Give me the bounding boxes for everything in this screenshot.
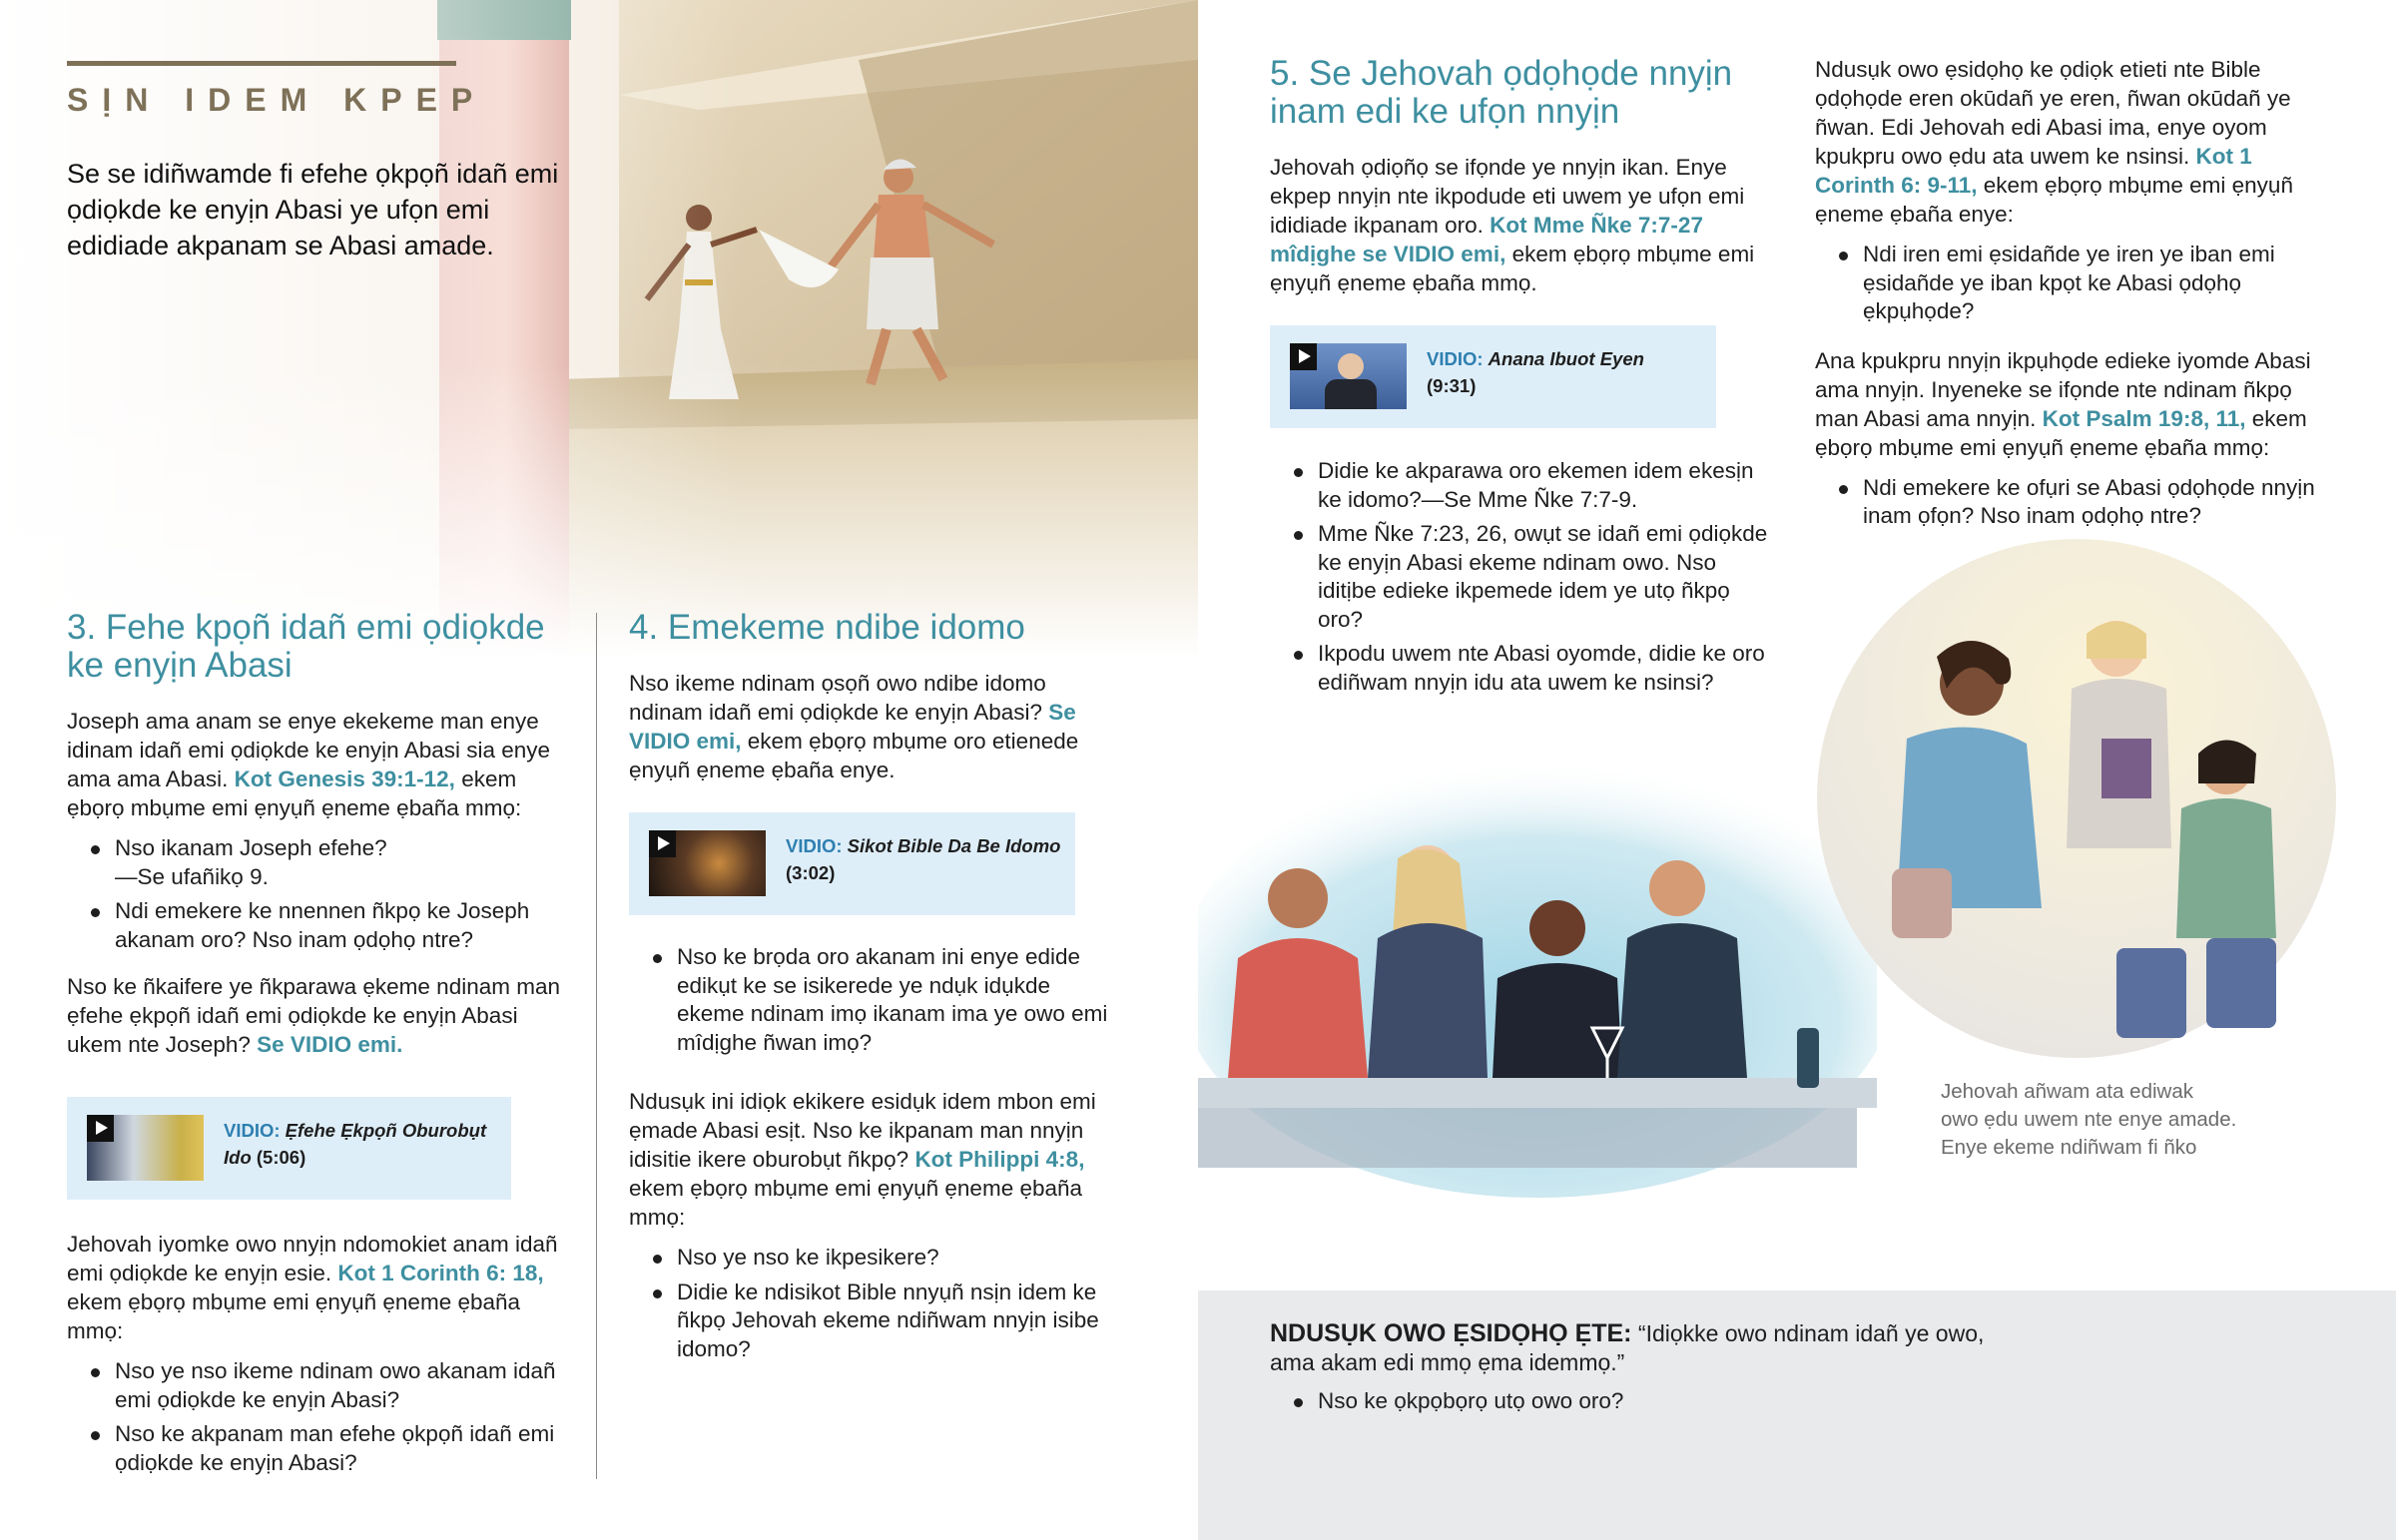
scripture-link-genesis[interactable]: Kot Genesis 39:1-12, <box>234 767 455 791</box>
section-3 <box>67 609 566 1059</box>
play-icon[interactable] <box>649 830 676 857</box>
scripture-link-1-corinth[interactable]: Kot 1 Corinth 6: 18, <box>337 1261 544 1285</box>
question-item: Ndi emekere ke nnennen ñkpọ ke Joseph akanam oro? Nso inam ọdọhọ ntre? <box>67 897 566 954</box>
video-duration: (9:31) <box>1427 375 1477 396</box>
section-4 <box>629 609 1118 784</box>
video-duration: (5:06) <box>256 1147 306 1168</box>
section-3-para-3: Jehovah iyomke owo nnyịn ndomokiet anam idañ emi ọdiọkde ke enyịn esie. Kot 1 Corinth 6: 18, ekem ẹbọrọ mbụme emi ẹnyụñ ẹneme ẹbaña mmọ: <box>67 1232 558 1343</box>
video-card-3[interactable]: VIDIO: Anana Ibuot Eyen (9:31) <box>1270 325 1716 428</box>
question-item: Didie ke ndisikot Bible nnyụñ nsịn idem ke ñkpọ Jehovah ekeme ndiñwam nnyịn isibe idomo? <box>629 1279 1118 1364</box>
video-link[interactable]: Se VIDIO emi, <box>629 700 1076 754</box>
intro-text: Se se idiñwamde fi efehe ọkpọñ idañ emi ọdiọkde ke enyịn Abasi ye ufọn emi edidiade akpanam se Abasi amade. <box>67 159 559 260</box>
question-item: Nso ye nso ikeme ndinam owo akanam idañ emi ọdiọkde ke enyịn Abasi? <box>67 1357 566 1414</box>
video-thumbnail <box>649 830 766 896</box>
question-item: Mme Ñke 7:23, 26, owụt se idañ emi ọdiọkde ke enyịn Abasi ekeme ndinam owo. Nso iditịbe edieke ikpemede idem ye utọ ñkpọ oro? <box>1270 520 1779 634</box>
question-item: Ikpodu uwem nte Abasi oyomde, didie ke oro ediñwam nnyịn idu ata uwem ke nsinsi? <box>1270 640 1779 697</box>
video-title: Ẹfehe Ẹkpọñ Oburobụt Ido <box>224 1120 487 1168</box>
question-item: Ndi iren emi ẹsidañde ye iren ye iban emi ẹsidañde ye iban kpọt ke Abasi ọdọhọ ẹkpụhọde? <box>1815 241 2334 326</box>
right-questions-1 <box>1815 241 2334 326</box>
play-icon[interactable] <box>1290 343 1317 370</box>
video-link[interactable]: Se VIDIO emi. <box>257 1032 403 1057</box>
section-4-questions-1 <box>629 943 1118 1057</box>
video-thumbnail <box>1290 343 1407 409</box>
right-column <box>1815 55 2334 537</box>
scripture-link-mme-nke[interactable]: Kot Mme Ñke 7:7-27 mîdịghe se VIDIO emi, <box>1270 213 1703 266</box>
scripture-link-psalm[interactable]: Kot Psalm 19:8, 11, <box>2042 405 2246 431</box>
video-card-1[interactable]: VIDIO: Ẹfehe Ẹkpọñ Oburobụt Ido (5:06) <box>67 1097 511 1200</box>
question-item: Didie ke akparawa oro ekemen idem ekesịn ke idomo?—Se Mme Ñke 7:7-9. <box>1270 457 1779 514</box>
question-item: Nso ikanam Joseph efehe? —Se ufañikọ 9. <box>67 834 566 891</box>
bottom-questions <box>1270 1387 2029 1416</box>
section-3-para-1: Joseph ama anam se enye ekekeme man enye idinam idañ emi ọdiọkde ke enyịn Abasi sia enye ama ama Abasi. Kot Genesis 39:1-12, ekem ẹbọrọ mbụme emi ẹnyụñ ẹneme ẹbaña mmọ: <box>67 709 551 820</box>
right-questions-2 <box>1815 474 2334 531</box>
section-3-title: 3. Fehe kpọñ idañ emi ọdiọkde ke enyịn Abasi <box>67 608 545 685</box>
scripture-link-philippi[interactable]: Kot Philippi 4:8, <box>914 1147 1085 1172</box>
section-5-questions <box>1270 457 1779 697</box>
video-title: Anana Ibuot Eyen <box>1488 348 1644 369</box>
question-item: Nso ke akpanam man efehe ọkpọñ idañ emi ọdiọkde ke enyịn Abasi? <box>67 1420 566 1477</box>
some-people-say-label: NDUSỤK OWO ẸSIDỌHỌ ẸTE: <box>1270 1319 1632 1347</box>
section-3-questions-1 <box>67 834 566 954</box>
question-item: Ndi emekere ke ofụri se Abasi ọdọhọde nnyịn inam ọfọn? Nso inam ọdọhọ ntre? <box>1815 474 2334 531</box>
question-item: Nso ke brọda oro akanam ini enye edide edikụt ke se isikerede ye ndụk idụkde ekeme ndinam imọ ikanam ima ye owo emi mîdịghe ñwan imọ? <box>629 943 1118 1057</box>
meeting-illustration <box>1787 539 2346 1058</box>
section-5 <box>1270 55 1769 297</box>
section-5-title: 5. Se Jehovah ọdọhọde nnyịn inam edi ke ufọn nnyịn <box>1270 54 1733 131</box>
video-card-2[interactable]: VIDIO: Sikot Bible Da Be Idomo (3:02) <box>629 812 1075 915</box>
video-title: Sikot Bible Da Be Idomo <box>847 835 1061 856</box>
section-3-questions-2 <box>67 1357 566 1477</box>
section-5-para-1: Jehovah ọdiọñọ se ifọnde ye nnyịn ikan. Enye ekpep nnyịn nte ikpodude eti uwem ye ufọn emi ididiade ikpanam oro. Kot Mme Ñke 7:7-27 mîdịghe se VIDIO emi, ekem ẹbọrọ mbụme emi ẹnyụñ ẹneme ẹbaña mmọ. <box>1270 155 1755 295</box>
right-para-2: Ana kpukpru nnyịn ikpụhọde edieke iyomde Abasi ama nnyịn. Inyeneke se ifọnde nte ndinam ñkpọ man Abasi ama nnyịn. Kot Psalm 19:8, 11, ekem ẹbọrọ mbụme emi ẹnyụñ ẹneme ẹbaña mmọ: <box>1815 347 2311 460</box>
section-3-para-2: Nso ke ñkaifere ye ñkparawa ẹkeme ndinam man ẹfehe ẹkpọñ idañ emi ọdiọkde ke enyịn Abasi ukem nte Joseph? Se VIDIO emi. <box>67 974 561 1057</box>
bottom-box-content <box>1270 1319 2029 1422</box>
section-4-para-1: Nso ikeme ndinam ọsọñ owo ndibe idomo ndinam idañ emi ọdiọkde ke enyịn Abasi? Se VIDIO emi, ekem ẹbọrọ mbụme oro etienede ẹnyụñ ẹneme ẹbaña enye. <box>629 671 1079 782</box>
video-thumbnail <box>87 1115 204 1181</box>
header-rule <box>67 61 456 66</box>
some-people-say: NDUSỤK OWO ẸSIDỌHỌ ẸTE: “Idiọkke owo ndinam idañ ye owo, ama akam edi mmọ ẹma idemmọ.” <box>1270 1319 1985 1375</box>
column-divider <box>596 613 597 1479</box>
eyebrow-title: SỊN IDEM KPEP <box>67 82 487 118</box>
play-icon[interactable] <box>87 1115 114 1142</box>
video-duration: (3:02) <box>786 862 836 883</box>
section-4-questions-2 <box>629 1244 1118 1363</box>
question-item: Nso ye nso ke ikpesikere? <box>629 1244 1118 1273</box>
scripture-link-1-corinth-9[interactable]: Kot 1 Corinth 6: 9-11, <box>1815 144 2252 198</box>
right-para-1: Ndusụk owo ẹsidọhọ ke ọdiọk etieti nte Bible ọdọhọde eren okūdañ ye eren, ñwan okūdañ ye ñwan. Edi Jehovah edi Abasi ima, enye oyom kpukpru owo ẹdu ata uwem ke nsinsi. Kot 1 Corinth 6: 9-11, ekem ẹbọrọ mbụme emi ẹnyụñ ẹneme ẹbaña enye: <box>1815 57 2293 227</box>
question-item: Nso ke ọkpọbọrọ utọ owo oro? <box>1270 1387 2029 1416</box>
section-4-title: 4. Emekeme ndibe idomo <box>629 608 1025 647</box>
section-4-para-2: Ndusụk ini idiọk ekikere esidụk idem mbon emi ẹmade Abasi esịt. Nso ke ikpanam man nnyịn idisitie ikere oburobụt ñkpọ? Kot Philippi 4:8, ekem ẹbọrọ mbụme emi ẹnyụñ ẹneme ẹbaña mmọ: <box>629 1089 1096 1230</box>
image-caption: Jehovah añwam ata ediwak owo ẹdu uwem nte enye amade. Enye ekeme ndiñwam fi ñko <box>1941 1080 2237 1159</box>
